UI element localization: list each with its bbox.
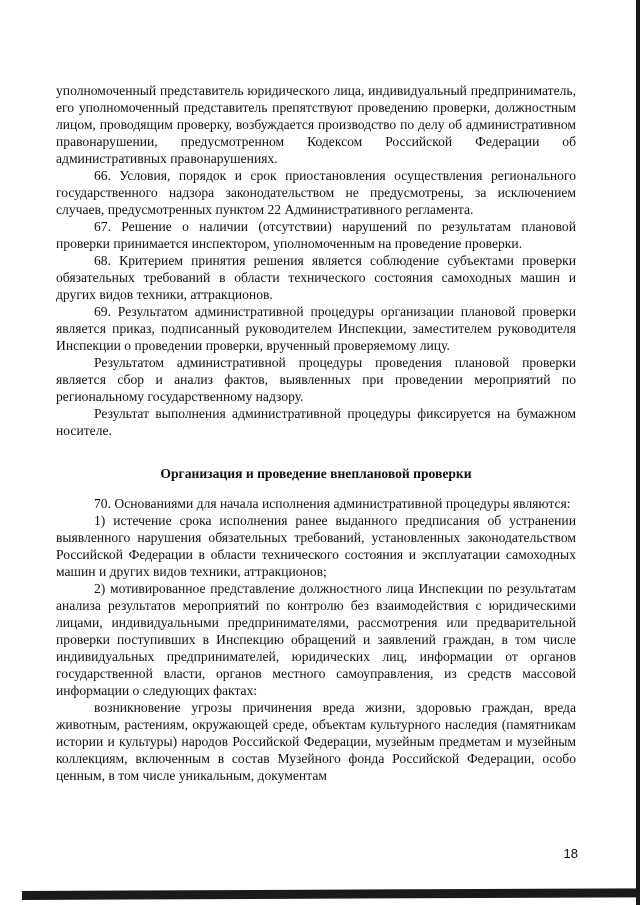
paragraph-70-item-1: 1) истечение срока исполнения ранее выданного предписания об устранении выявленного нарушения обязательных требований, установленных законодательством Российской Федерации в области технического состояния и эксплуатации самоходных машин и других видов техники, аттракционов; (56, 513, 576, 579)
paragraph-69: 69. Результатом административной процедуры организации плановой проверки является приказ, подписанный руководителем Инспекции, заместителем руководителя Инспекции о проведении проверки, врученный проверяемому лицу. (56, 304, 576, 353)
paragraph-66: 66. Условия, порядок и срок приостановления осуществления регионального государственного надзора законодательством не предусмотрены, за исключением случаев, предусмотренных пунктом 22 Административного регламента. (56, 168, 576, 217)
paragraph-70: 70. Основаниями для начала исполнения административной процедуры являются: (94, 496, 571, 511)
paragraph-continuation: уполномоченный представитель юридического лица, индивидуальный предприниматель, его уполномоченный представитель препятствуют проведению проверки, должностным лицом, проводящим проверку, возбуждается производство по делу об административном правонарушении, предусмотренном Кодексом Российской Федерации об административных правонарушениях. (56, 83, 576, 166)
scan-edge-bottom (22, 888, 640, 900)
scan-edge-right (636, 0, 640, 905)
paragraph-67: 67. Решение о наличии (отсутствии) нарушений по результатам плановой проверки принимается инспектором, уполномоченным на проведение проверки. (56, 219, 576, 251)
paragraph-result-recorded: Результат выполнения административной процедуры фиксируется на бумажном носителе. (56, 406, 576, 438)
spacer (56, 439, 576, 447)
paragraph-result-planned: Результатом административной процедуры проведения плановой проверки является сбор и анализ фактов, выявленных при проведении мероприятий по региональному государственному надзору. (56, 355, 576, 404)
document-body (56, 82, 576, 784)
page-number: 18 (563, 846, 578, 861)
section-heading: Организация и проведение внеплановой проверки (160, 466, 472, 481)
paragraph-70-item-2: 2) мотивированное представление должностного лица Инспекции по результатам анализа результатов мероприятий по контролю без взаимодействия с юридическими лицами, индивидуальными предпринимателями, рассмотрения или предварительной проверки поступивших в Инспекцию обращений и заявлений граждан, в том числе индивидуальных предпринимателей, юридических лиц, информации от органов государственной власти, органов местного самоуправления, из средств массовой информации о следующих фактах: (56, 581, 576, 698)
paragraph-68: 68. Критерием принятия решения является соблюдение субъектами проверки обязательных требований в области технического состояния самоходных машин и других видов техники, аттракционов. (56, 253, 576, 302)
paragraph-threat-facts: возникновение угрозы причинения вреда жизни, здоровью граждан, вреда животным, растениям, окружающей среде, объектам культурного наследия (памятникам истории и культуры) народов Российской Федерации, музейным предметам и музейным коллекциям, включенным в состав Музейного фонда Российской Федерации, особо ценным, в том числе уникальным, документам (56, 700, 576, 783)
